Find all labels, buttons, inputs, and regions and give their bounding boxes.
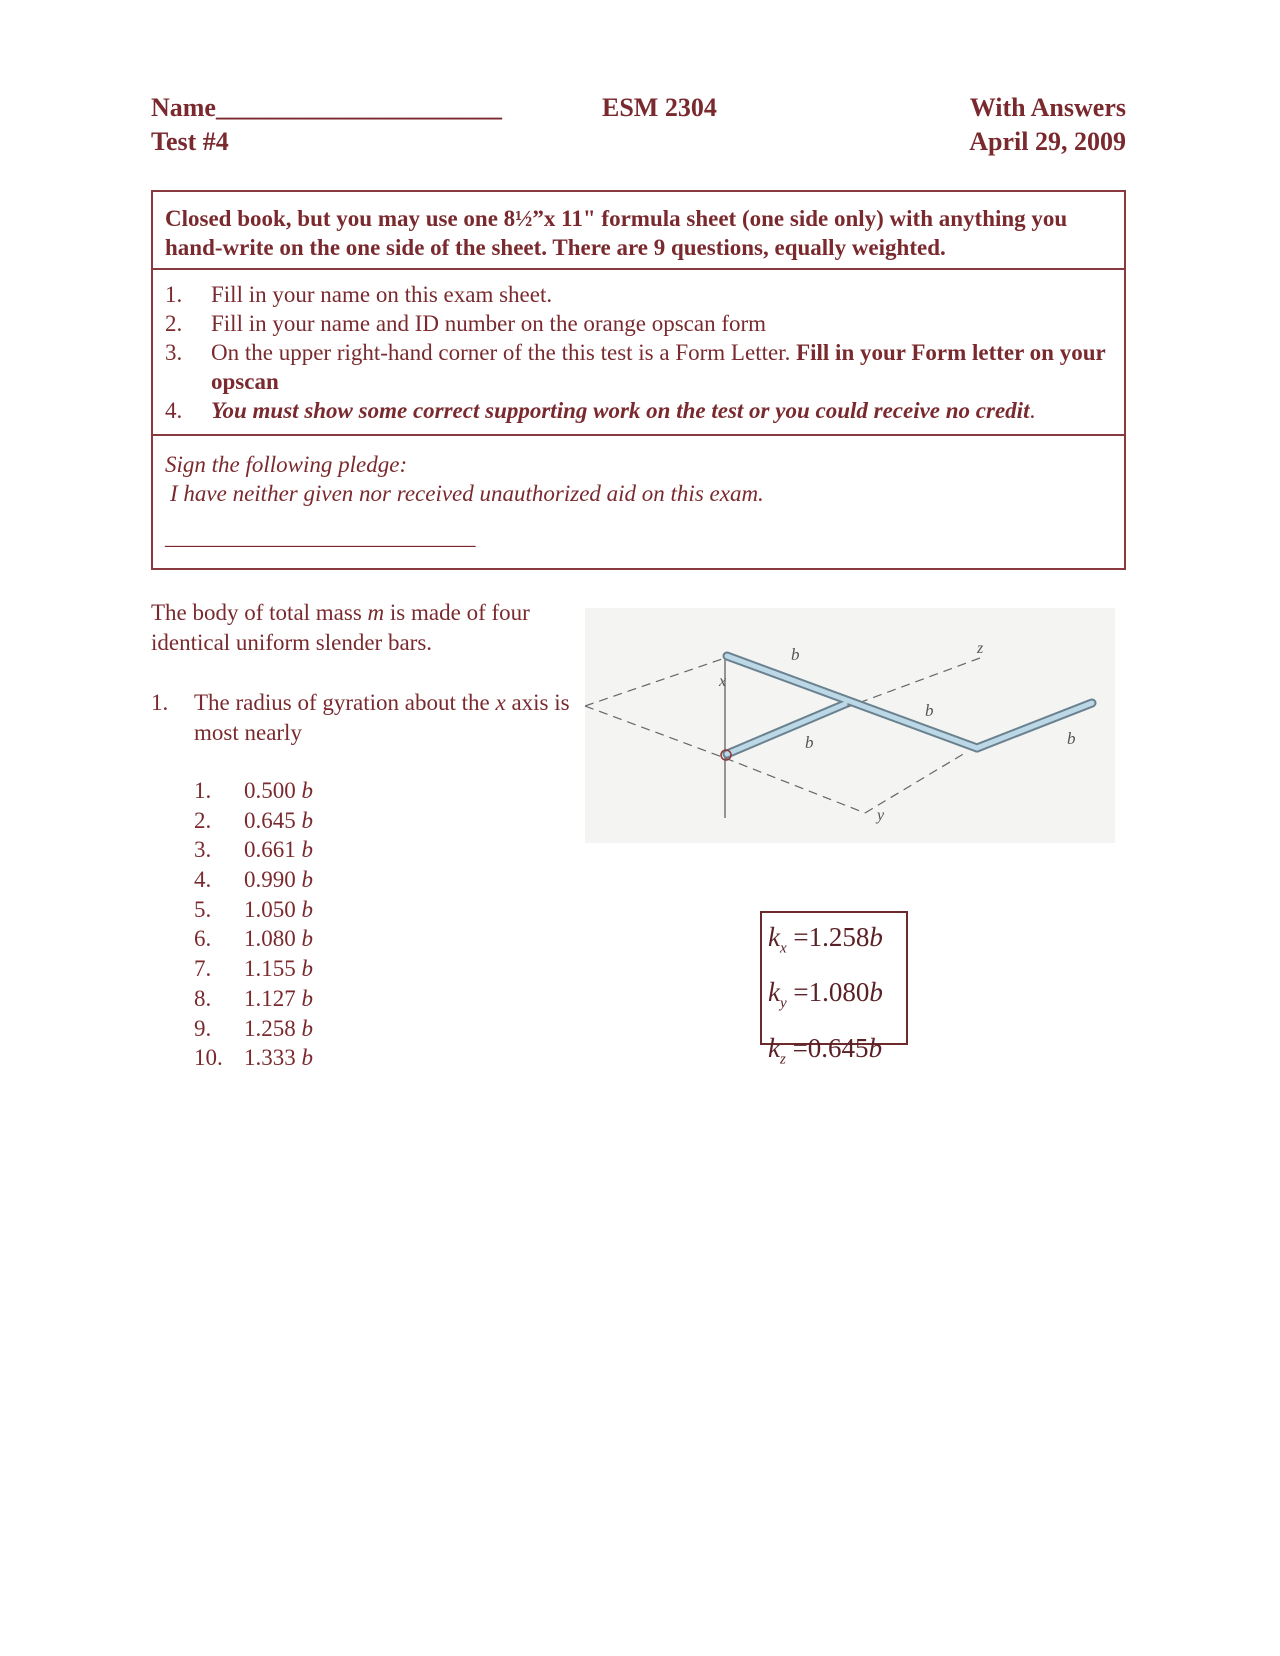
bar-length-label: b: [791, 645, 800, 664]
choice-list: [194, 776, 454, 1073]
answer-box: [760, 911, 908, 1068]
bar-length-label: b: [925, 701, 934, 720]
rules-text: Closed book, but you may use one 8½”x 11" formula sheet (one side only) with anything you hand-write on the one side of the sheet. There are 9 questions, equally weighted.: [165, 206, 1068, 260]
rules-box: [151, 190, 1126, 270]
step-item: 1. Fill in your name on this exam sheet.: [165, 282, 553, 307]
step-item: 4. You must show some correct supporting work on the test or you could receive no credit.: [165, 398, 1036, 423]
signature-line[interactable]: ___________________________: [165, 524, 476, 549]
name-label: Name______________________: [151, 93, 502, 122]
pledge-text: I have neither given nor received unauthorized aid on this exam.: [170, 481, 764, 506]
answers-label: With Answers: [969, 93, 1126, 122]
x-axis-label: x: [719, 673, 727, 690]
choice-item[interactable]: 10. 1.333 b: [194, 1045, 313, 1071]
choice-item[interactable]: 3. 0.661 b: [194, 837, 313, 863]
pledge-box: [151, 434, 1126, 570]
choice-item[interactable]: 4. 0.990 b: [194, 867, 313, 893]
step-item: 3. On the upper right-hand corner of the this test is a Form Letter. Fill in your Form letter on your opscan: [165, 340, 1106, 394]
pledge-title: Sign the following pledge:: [165, 452, 408, 477]
bar-assembly-figure: [585, 608, 1115, 843]
z-axis-label: z: [977, 640, 984, 657]
problem-intro: The body of total mass m is made of four identical uniform slender bars.: [151, 600, 530, 655]
answer-kx: $k_x =1.258b$: [768, 922, 883, 957]
choice-item[interactable]: 7. 1.155 b: [194, 956, 313, 982]
choice-item[interactable]: 9. 1.258 b: [194, 1015, 313, 1041]
y-axis-label: y: [877, 807, 885, 824]
exam-date: April 29, 2009: [969, 127, 1126, 156]
bar-length-label: b: [1067, 729, 1076, 748]
choice-item[interactable]: 2. 0.645 b: [194, 807, 313, 833]
answer-kz: $k_z =0.645b$: [768, 1032, 883, 1068]
bar-length-label: b: [805, 733, 814, 752]
answer-ky: $k_y =1.080b$: [768, 977, 883, 1012]
course-code: ESM 2304: [602, 93, 717, 122]
choice-item[interactable]: 1. 0.500 b: [194, 778, 313, 803]
choice-item[interactable]: 6. 1.080 b: [194, 926, 313, 952]
question-1: 1. The radius of gyration about the x axis is most nearly: [151, 690, 570, 745]
steps-box: [151, 268, 1126, 436]
choice-item[interactable]: 8. 1.127 b: [194, 985, 313, 1011]
step-item: 2. Fill in your name and ID number on the orange opscan form: [165, 311, 767, 336]
test-number: Test #4: [151, 127, 229, 156]
choice-item[interactable]: 5. 1.050 b: [194, 896, 313, 922]
